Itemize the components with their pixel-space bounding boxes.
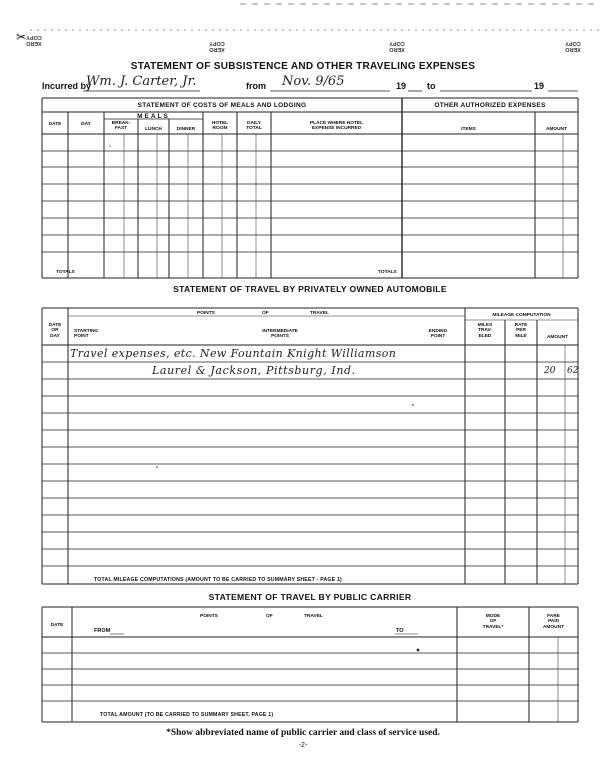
from-date-value[interactable]: Nov. 9/65: [282, 74, 345, 89]
meals-section-title: STATEMENT OF COSTS OF MEALS AND LODGING: [137, 102, 307, 109]
col-dinner: DINNER: [176, 127, 196, 132]
to-label: to: [427, 81, 436, 91]
totals-label-left: TOTALS: [56, 270, 75, 275]
col-daily-total: [237, 121, 271, 132]
col-amount: AMOUNT: [545, 127, 568, 132]
auto-entry-amount-cents[interactable]: 62: [567, 366, 579, 376]
page-title: STATEMENT OF SUBSISTENCE AND OTHER TRAVELING EXPENSES: [130, 61, 476, 72]
total-carrier-line: TOTAL AMOUNT (TO BE CARRIED TO SUMMARY SHEET, PAGE 1): [100, 712, 274, 718]
col-ending-point: [418, 329, 458, 340]
col-hotel: [203, 121, 237, 132]
carrier-travel-label: TRAVEL: [304, 614, 323, 619]
carrier-section-title: STATEMENT OF TRAVEL BY PUBLIC CARRIER: [208, 592, 412, 602]
from-label: from: [246, 81, 266, 91]
travel-label: TRAVEL: [310, 311, 329, 316]
col-breakfast-line2: FAST: [114, 126, 128, 132]
xero-copy-stamp: XERO COPY: [209, 40, 225, 52]
col-items: ITEMS: [461, 127, 476, 132]
total-mileage-line: TOTAL MILEAGE COMPUTATIONS (AMOUNT TO BE CARRIED TO SUMMARY SHEET - PAGE 1): [94, 577, 342, 583]
carrier-col-fare: [529, 614, 578, 630]
col-hotel-line1: HOTEL: [211, 121, 229, 126]
col-daily-line1: DAILY: [247, 121, 261, 126]
carrier-points-label: POINTS: [200, 614, 218, 619]
col-ending-line1: ENDING: [428, 329, 448, 334]
col-place: [271, 121, 402, 132]
carrier-col-fare-line2: PAID: [547, 619, 560, 625]
carrier-col-mode-line1: MODE: [485, 614, 501, 619]
year-prefix-to: 19: [534, 81, 545, 91]
col-day: DAY: [81, 122, 91, 127]
col-lunch: LUNCH: [145, 127, 162, 132]
xero-copy-stamp: XERO COPY: [389, 40, 405, 52]
col-intermediate-line1: INTERMEDIATE: [262, 329, 298, 334]
col-date: DATE: [48, 122, 62, 127]
incurred-by-label: Incurred by: [42, 81, 92, 91]
carrier-col-date: DATE: [50, 623, 64, 628]
points-label: POINTS: [197, 311, 215, 316]
col-miles-line2: TRAV-: [477, 328, 493, 334]
of-label: OF: [262, 311, 269, 316]
col-ending-line2: POINT: [430, 334, 446, 340]
other-expenses-title: OTHER AUTHORIZED EXPENSES: [434, 102, 546, 109]
col-rate-line2: PER: [516, 328, 526, 334]
col-rate-line1: RATE: [514, 323, 528, 328]
col-rate-line3: MILE: [515, 333, 527, 339]
year-prefix-from: 19: [396, 81, 407, 91]
auto-entry-line2[interactable]: Laurel & Jackson, Pittsburg, Ind.: [152, 364, 356, 377]
mileage-computation-label: MILEAGE COMPUTATION: [492, 313, 551, 318]
col-breakfast: [104, 121, 138, 132]
col-miles-traveled: [465, 323, 505, 339]
incurred-by-value[interactable]: Wm. J. Carter, Jr.: [86, 74, 197, 89]
xero-copy-stamp: XERO COPY: [565, 40, 581, 52]
carrier-col-mode-line2: OF: [489, 619, 497, 625]
col-intermediate-line2: POINTS: [271, 334, 289, 340]
col-rate-per-mile: [505, 323, 537, 339]
col-starting-point: [74, 329, 98, 340]
col-place-line1: PLACE WHERE HOTEL: [309, 121, 364, 126]
col-miles-line3: ELED: [478, 333, 492, 339]
col-daily-line2: TOTAL: [246, 126, 262, 132]
col-breakfast-line1: BREAK-: [111, 121, 131, 126]
col-hotel-line2: ROOM: [212, 126, 228, 132]
meals-group-label: MEALS: [137, 113, 170, 120]
col-place-line2: EXPENSE INCURRED: [311, 126, 362, 132]
carrier-of-label: OF: [266, 614, 273, 619]
auto-entry-line1[interactable]: Travel expenses, etc. New Fountain Knight Williamson: [70, 347, 397, 360]
auto-entry-amount-dollars[interactable]: 20: [544, 366, 556, 376]
col-intermediate-points: [220, 329, 340, 340]
col-date-or-day: [42, 323, 68, 339]
col-auto-amount: AMOUNT: [546, 335, 569, 340]
carrier-col-fare-line3: AMOUNT: [542, 624, 565, 630]
page-number: -2-: [298, 742, 308, 749]
carrier-col-mode-line3: TRAVEL*: [482, 624, 504, 630]
col-date-or-day-line1: DATE: [48, 323, 62, 328]
col-starting-line2: POINT: [74, 334, 89, 340]
totals-label-right: TOTALS: [378, 270, 397, 275]
carrier-col-fare-line1: FARE: [547, 614, 560, 619]
carrier-col-mode: [457, 614, 529, 630]
col-date-or-day-line3: DAY: [50, 333, 60, 339]
carrier-from-label: FROM: [94, 628, 111, 634]
footer-note: *Show abbreviated name of public carrier and class of service used.: [166, 728, 440, 738]
col-starting-line1: STARTING: [74, 329, 99, 334]
col-miles-line1: MILES: [477, 323, 493, 328]
clip-mark-icon: ✂: [16, 30, 27, 44]
carrier-to-label: TO: [396, 628, 404, 634]
col-date-or-day-line2: OR: [51, 328, 59, 334]
xero-copy-stamp: XERO COPY: [26, 34, 42, 46]
auto-section-title: STATEMENT OF TRAVEL BY PRIVATELY OWNED AUTOMOBILE: [173, 284, 447, 294]
